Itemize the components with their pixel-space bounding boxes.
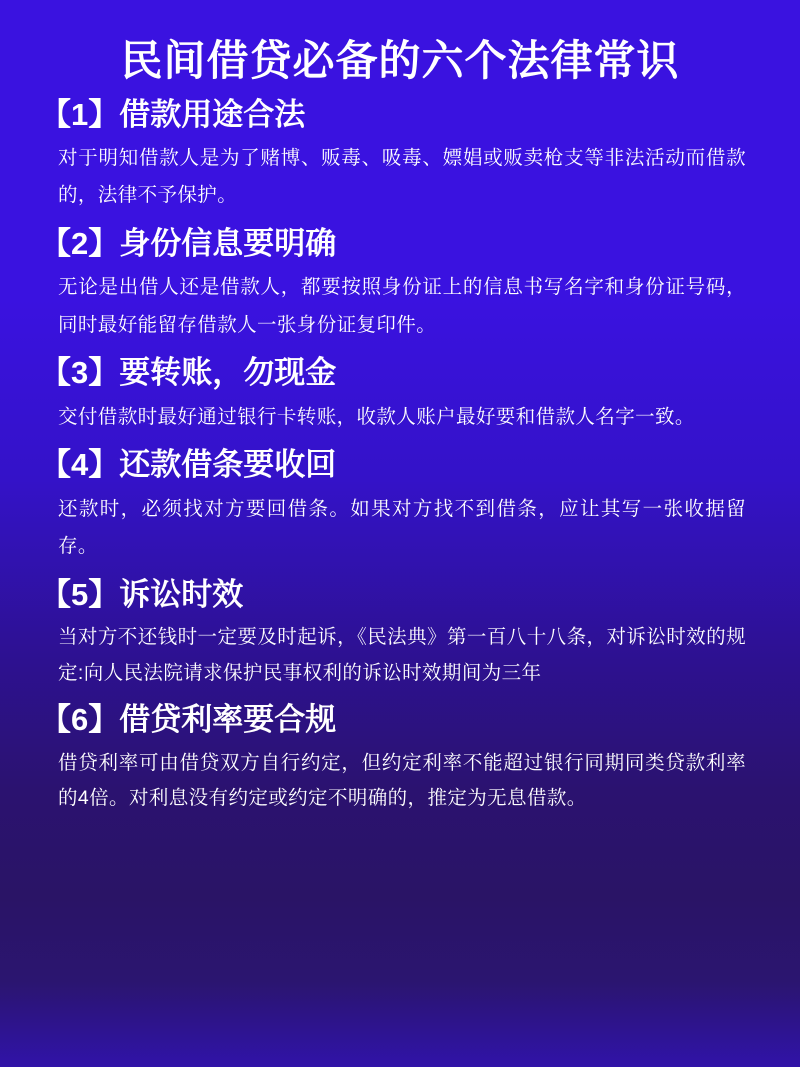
list-item — [36, 442, 764, 565]
item-heading-6: 【6】借贷利率要合规 — [40, 702, 337, 738]
item-body-1: 对于明知借款人是为了赌博、贩毒、吸毒、嫖娼或贩卖枪支等非法活动而借款的，法律不予保护。 — [58, 147, 746, 207]
item-body-3: 交付借款时最好通过银行卡转账，收款人账户最好要和借款人名字一致。 — [58, 405, 695, 428]
item-heading-1: 【1】借款用途合法 — [40, 96, 306, 132]
item-heading-4: 【4】还款借条要收回 — [40, 447, 337, 483]
item-body-5: 当对方不还钱时一定要及时起诉，《民法典》第一百八十八条，对诉讼时效的规定:向人民法院请求保护民事权利的诉讼时效期间为三年 — [58, 626, 746, 684]
item-heading-2: 【2】身份信息要明确 — [40, 225, 337, 261]
poster-content — [36, 0, 764, 817]
item-body-6: 借贷利率可由借贷双方自行约定，但约定利率不能超过银行同期同类贷款利率的4倍。对利息没有约定或约定不明确的，推定为无息借款。 — [58, 751, 746, 810]
item-body-2: 无论是出借人还是借款人，都要按照身份证上的信息书写名字和身份证号码，同时最好能留存借款人一张身份证复印件。 — [58, 276, 746, 336]
item-heading-3: 【3】要转账，勿现金 — [40, 355, 337, 391]
page-title: 民间借贷必备的六个法律常识 — [120, 37, 680, 84]
list-item — [36, 92, 764, 215]
list-item — [36, 350, 764, 436]
list-item — [36, 697, 764, 816]
item-heading-5: 【5】诉讼时效 — [40, 576, 244, 612]
list-item — [36, 221, 764, 344]
item-body-4: 还款时，必须找对方要回借条。如果对方找不到借条，应让其写一张收据留存。 — [58, 497, 746, 558]
list-item — [36, 572, 764, 691]
